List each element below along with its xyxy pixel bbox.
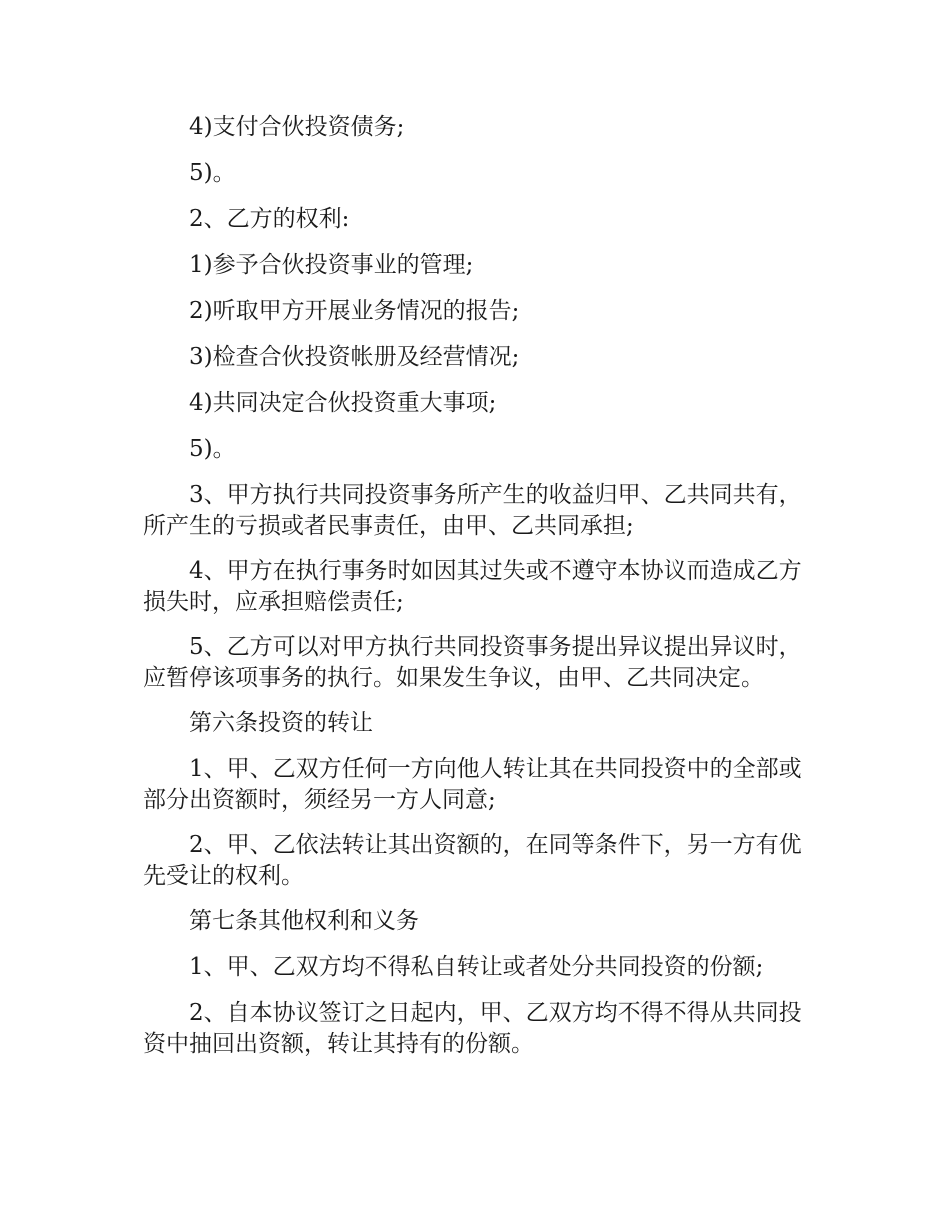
paragraph: 4)共同决定合伙投资重大事项; <box>189 390 497 416</box>
paragraph: 3)检查合伙投资帐册及经营情况; <box>189 344 520 370</box>
document-page <box>143 112 813 1074</box>
paragraph: 4、甲方在执行事务时如因其过失或不遵守本协议而造成乙方损失时，应承担赔偿责任; <box>143 558 802 615</box>
paragraph: 3、甲方执行共同投资事务所产生的收益归甲、乙共同共有，所产生的亏损或者民事责任，由甲、乙共同承担; <box>143 482 802 539</box>
paragraph: 4)支付合伙投资债务; <box>189 114 405 140</box>
paragraph: 5)。 <box>189 436 236 462</box>
paragraph: 2)听取甲方开展业务情况的报告; <box>189 298 520 324</box>
paragraph: 2、甲、乙依法转让其出资额的，在同等条件下，另一方有优先受让的权利。 <box>143 832 802 889</box>
paragraph: 2、自本协议签订之日起内，甲、乙双方均不得不得从共同投资中抽回出资额，转让其持有的份额。 <box>143 1000 802 1057</box>
paragraph: 5)。 <box>189 160 236 186</box>
paragraph: 1、甲、乙双方任何一方向他人转让其在共同投资中的全部或部分出资额时，须经另一方人同意; <box>143 756 802 813</box>
section-heading: 第六条投资的转让 <box>189 710 373 736</box>
paragraph: 1、甲、乙双方均不得私自转让或者处分共同投资的份额; <box>189 954 764 980</box>
section-heading: 第七条其他权利和义务 <box>189 908 419 934</box>
paragraph: 5、乙方可以对甲方执行共同投资事务提出异议提出异议时，应暂停该项事务的执行。如果发生争议，由甲、乙共同决定。 <box>143 634 802 691</box>
paragraph: 1)参予合伙投资事业的管理; <box>189 252 474 278</box>
paragraph: 2、乙方的权利: <box>189 206 350 232</box>
